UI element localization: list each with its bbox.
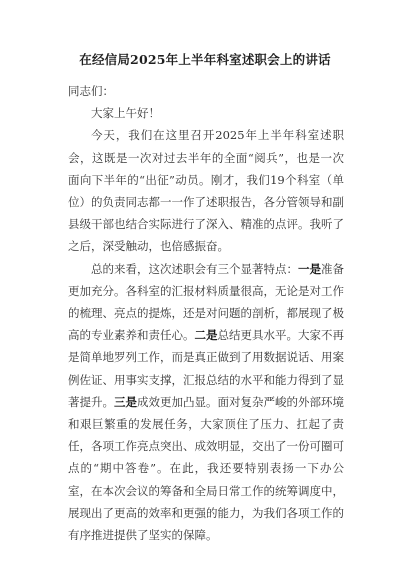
document-title: 在经信局2025年上半年科室述职会上的讲话 — [79, 52, 331, 67]
point-1-label: 一是 — [298, 261, 321, 276]
salutation: 同志们： — [68, 84, 114, 98]
paragraph-1: 今天，我们在这里召开2025年上半年科室述职会，这既是一次对过去半年的全面“阅兵”，也是一次面向下半年的“出征”动员。刚才，我们19个科室（单位）的负责同志都一一作了述职报告，各分管领导和副县级干部也结合实际进行了深入、精准的点评。我听了之后，深受触动，也倍感振奋。 — [68, 128, 344, 254]
document-body — [68, 80, 344, 546]
point-3-text: 成效更加凸显。面对复杂严峻的外部环境和艰巨繁重的发展任务，大家顶住了压力、扛起了责任，各项工作亮点突出、成效明显，交出了一份可圈可点的“期中答卷”。在此，我还要特别表扬一下办公室，在本次会议的筹备和全局日常工作的统筹调度中，展现出了更高的效率和更强的能力，为我们各项工作的有序推进提供了坚实的保障。 — [68, 394, 344, 543]
point-2-label: 二是 — [194, 328, 218, 343]
point-3-label: 三是 — [114, 394, 137, 409]
greeting: 大家上午好！ — [91, 106, 160, 121]
paragraph-2 — [68, 258, 344, 547]
point-2-text: 总结更具水平。大家不再是简单地罗列工作，而是真正做到了用数据说话、用案例佐证、用事实支撑，汇报总结的水平和能力得到了显著提升。 — [68, 328, 344, 409]
paragraph-2-intro: 总的来看，这次述职会有三个显著特点： — [91, 261, 298, 276]
point-1-text: 准备更加充分。各科室的汇报材料质量很高，无论是对工作的梳理、亮点的提炼，还是对问题的剖析，都展现了极高的专业素养和责任心。 — [68, 261, 344, 343]
